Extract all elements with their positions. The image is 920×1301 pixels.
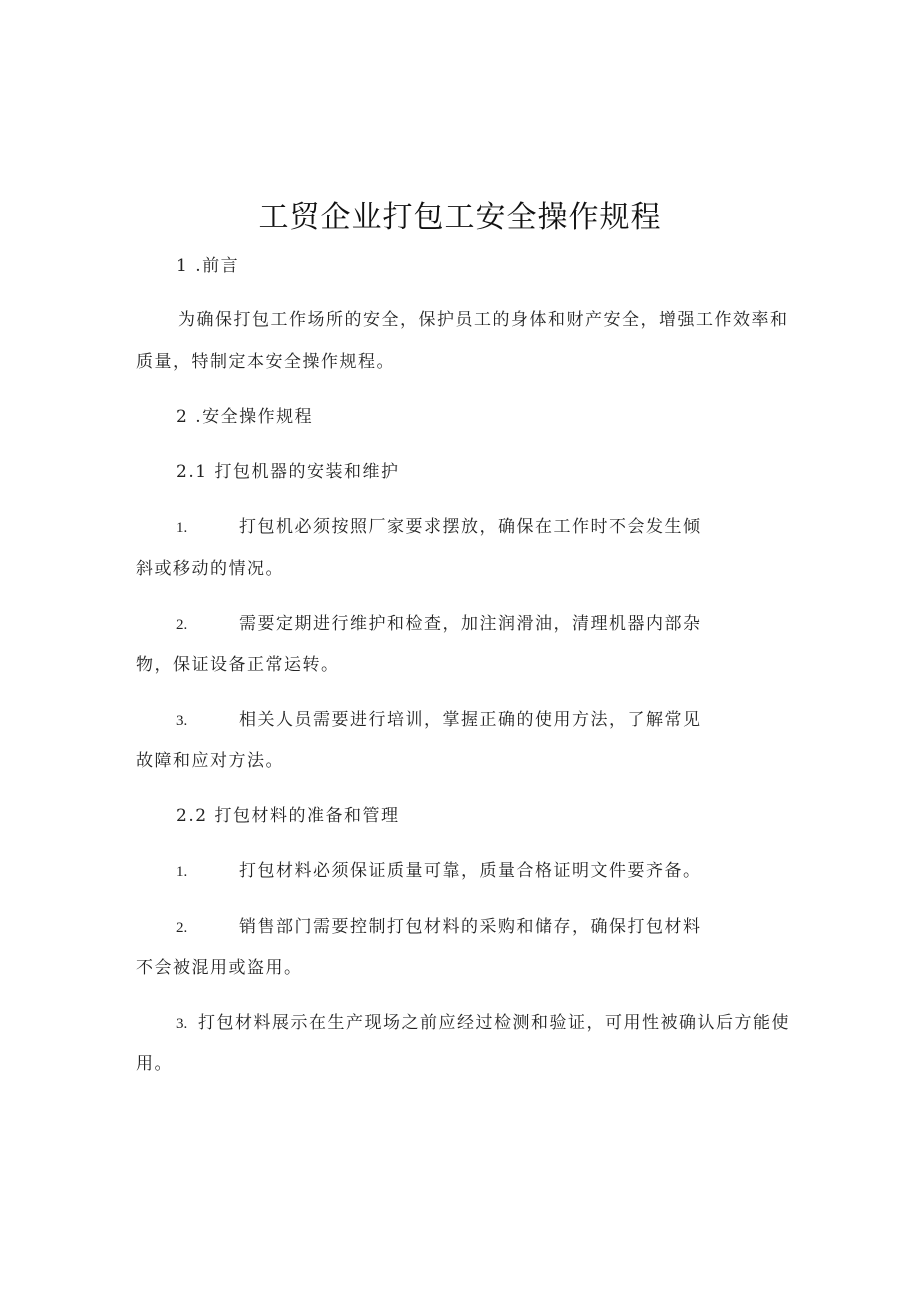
list-item-number: 2. — [176, 617, 188, 633]
list-item-text: 打包材料展示在生产现场之前应经过检测和验证，可用性被确认后方能使 — [198, 1013, 790, 1033]
subsection-2-1-heading: 2.1 打包机器的安装和维护 — [176, 462, 400, 482]
list-item-number: 3. — [176, 1016, 188, 1032]
intro-paragraph-line-2: 质量，特制定本安全操作规程。 — [136, 352, 395, 372]
list-item-text-continued: 物，保证设备正常运转。 — [136, 655, 340, 675]
list-item-number: 2. — [176, 920, 188, 936]
list-item-text-continued: 不会被混用或盗用。 — [136, 958, 303, 978]
list-item-text-continued: 斜或移动的情况。 — [136, 559, 284, 579]
list-item-text: 销售部门需要控制打包材料的采购和储存，确保打包材料 — [239, 917, 702, 937]
section-1-heading: 1 .前言 — [176, 256, 240, 276]
list-item-text: 打包机必须按照厂家要求摆放，确保在工作时不会发生倾 — [239, 517, 702, 537]
intro-paragraph-line-1: 为确保打包工作场所的安全，保护员工的身体和财产安全，增强工作效率和 — [178, 310, 789, 330]
list-item-number: 1. — [176, 520, 188, 536]
document-title: 工贸企业打包工安全操作规程 — [258, 200, 662, 235]
list-item-text-continued: 故障和应对方法。 — [136, 751, 284, 771]
list-item-text-continued: 用。 — [136, 1054, 173, 1074]
list-item-text: 打包材料必须保证质量可靠，质量合格证明文件要齐备。 — [239, 861, 702, 881]
list-item-text: 相关人员需要进行培训，掌握正确的使用方法，了解常见 — [239, 710, 702, 730]
list-item-text: 需要定期进行维护和检查，加注润滑油，清理机器内部杂 — [239, 614, 702, 634]
section-2-heading: 2 .安全操作规程 — [176, 407, 314, 427]
subsection-2-2-heading: 2.2 打包材料的准备和管理 — [176, 806, 400, 826]
list-item-number: 3. — [176, 713, 188, 729]
list-item-number: 1. — [176, 864, 188, 880]
